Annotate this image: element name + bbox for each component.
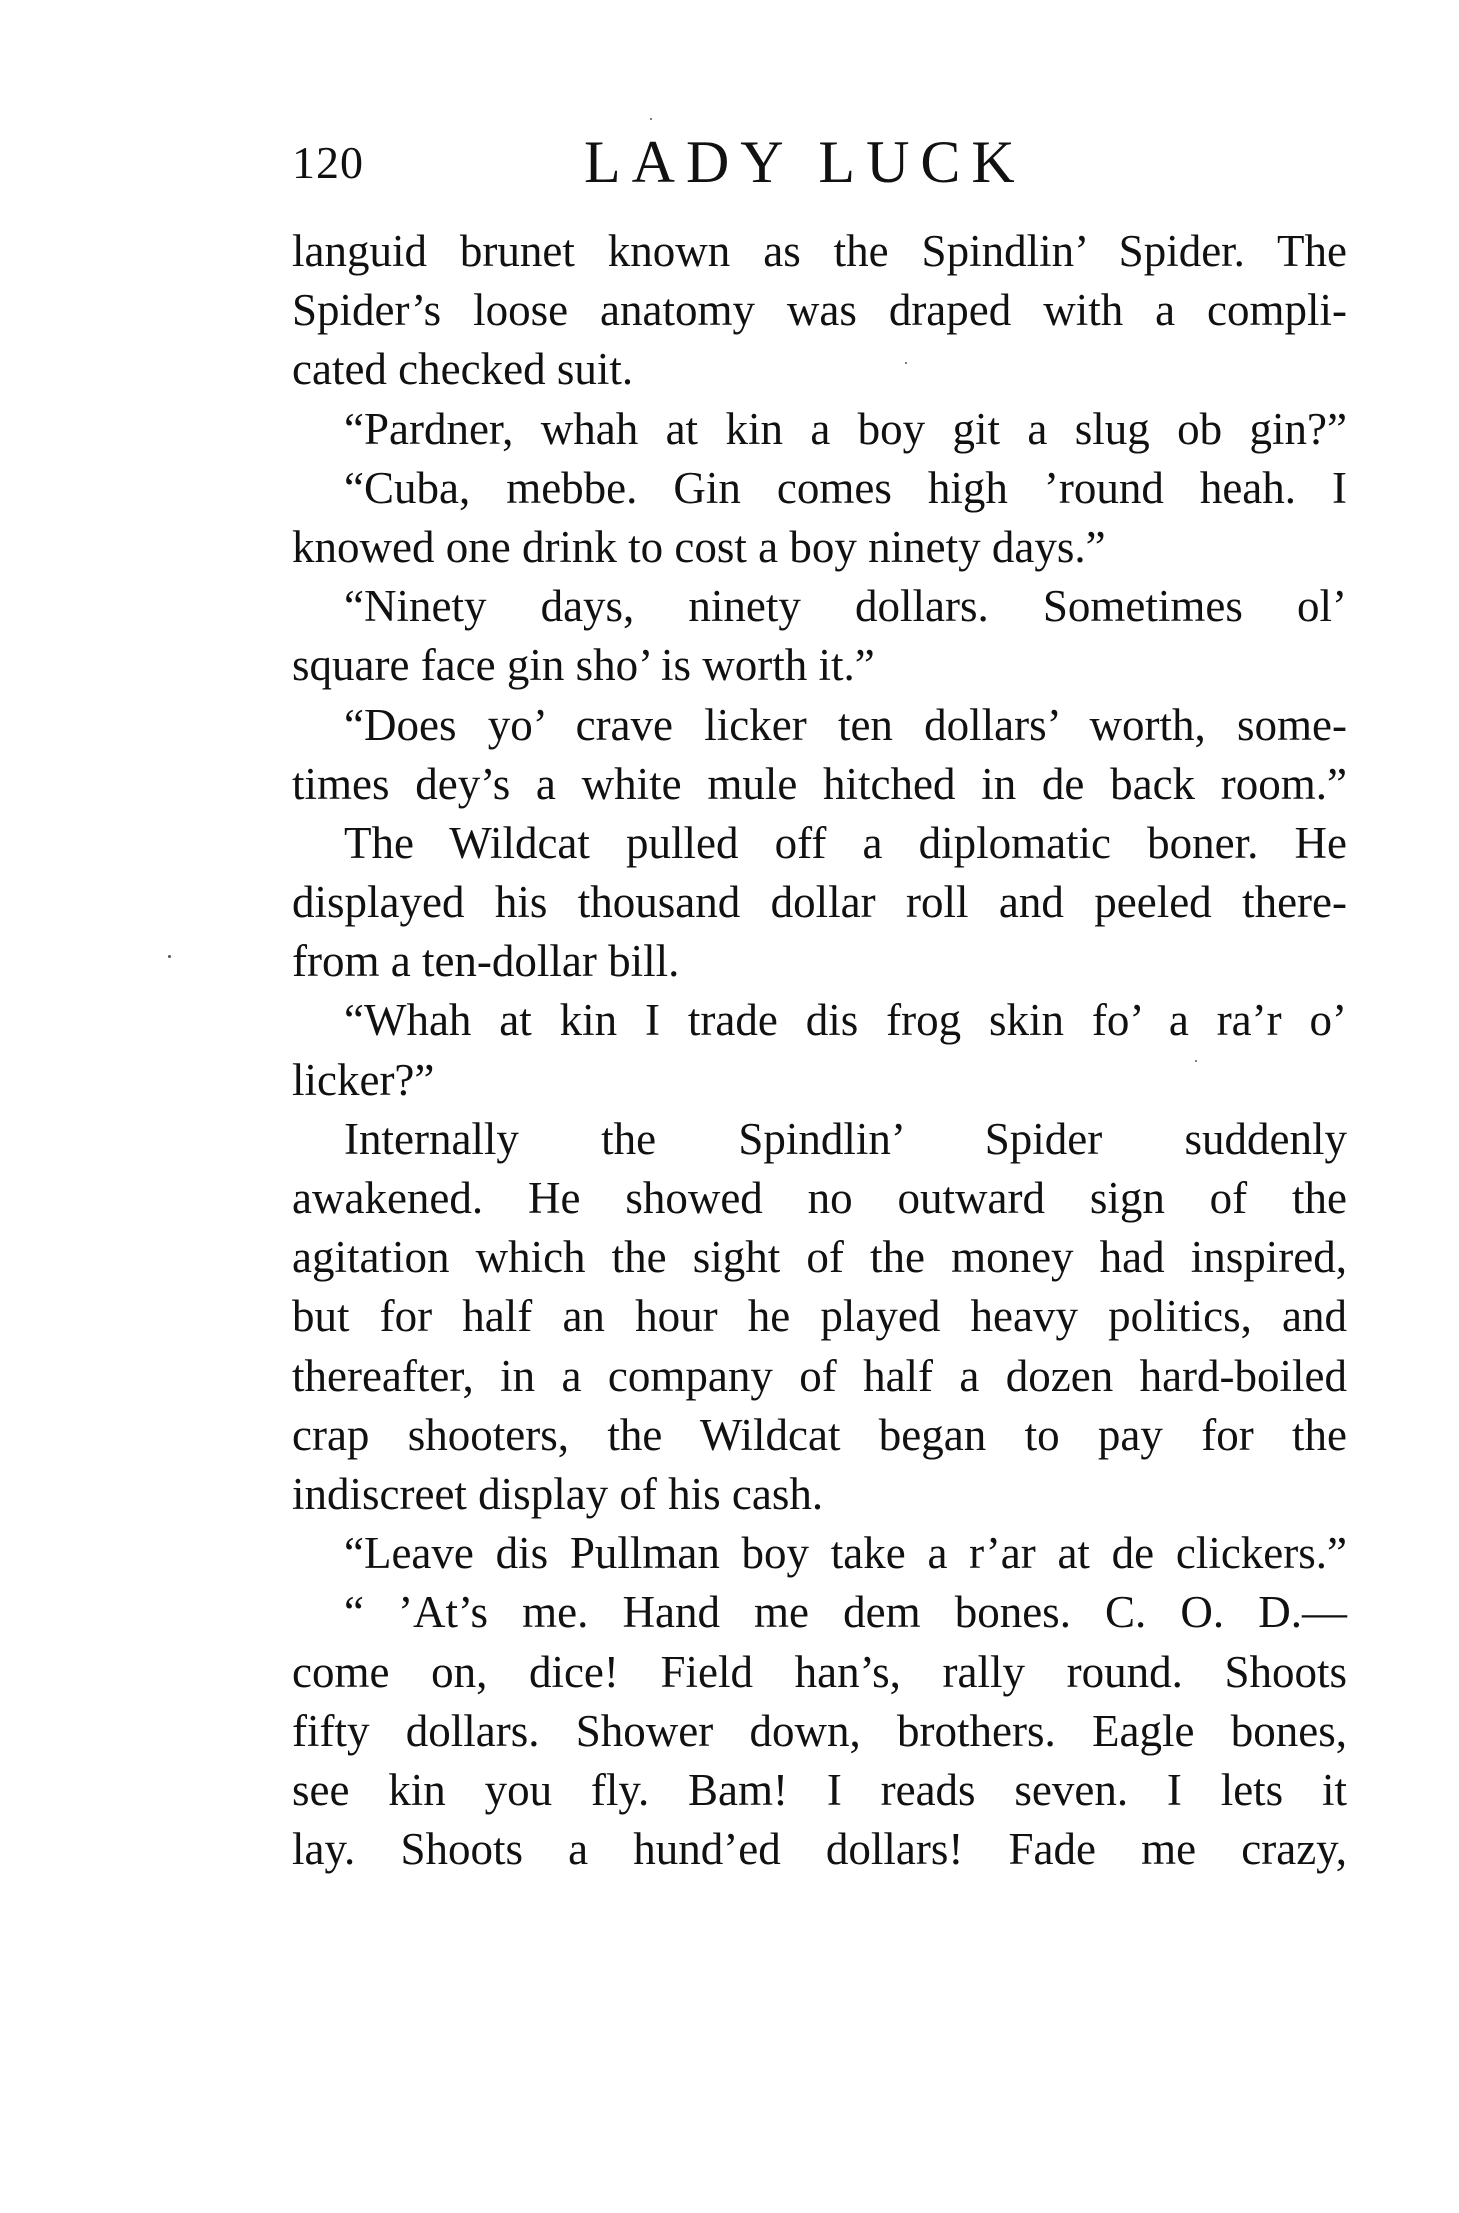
- text-line: fifty dollars. Shower down, brothers. Eagle bones,: [292, 1705, 1347, 1756]
- page-number: 120: [292, 137, 364, 188]
- text-line: “Leave dis Pullman boy take a r’ar at de clickers.”: [344, 1528, 1347, 1579]
- text-line: from a ten-dollar bill.: [292, 936, 680, 987]
- text-line: Internally the Spindlin’ Spider suddenly: [344, 1113, 1347, 1164]
- text-line: see kin you fly. Bam! I reads seven. I lets it: [292, 1764, 1347, 1815]
- text-line: but for half an hour he played heavy politics, and: [292, 1291, 1347, 1342]
- text-line: cated checked suit.: [292, 344, 634, 395]
- text-line: thereafter, in a company of half a dozen hard-boiled: [292, 1350, 1347, 1401]
- print-speck: [1195, 1060, 1197, 1062]
- running-title: LADY LUCK: [584, 129, 1026, 195]
- text-line: awakened. He showed no outward sign of the: [292, 1173, 1347, 1223]
- text-line: “Pardner, whah at kin a boy git a slug ob gin?”: [344, 403, 1347, 454]
- print-speck: [168, 955, 171, 958]
- page-header: [292, 128, 1352, 208]
- text-line: come on, dice! Field han’s, rally round. Shoots: [292, 1646, 1347, 1697]
- text-line: languid brunet known as the Spindlin’ Spider. The: [292, 226, 1347, 276]
- text-line: “Cuba, mebbe. Gin comes high ’round heah. I: [344, 462, 1347, 513]
- text-line: “Whah at kin I trade dis frog skin fo’ a ra’r o’: [344, 995, 1347, 1046]
- print-speck: [650, 118, 652, 120]
- text-line: “ ’At’s me. Hand me dem bones. C. O. D.—: [344, 1587, 1347, 1638]
- text-line: licker?”: [292, 1054, 435, 1105]
- text-line: agitation which the sight of the money had inspired,: [292, 1232, 1347, 1283]
- text-line: “Does yo’ crave licker ten dollars’ worth, some-: [344, 699, 1347, 750]
- text-line: times dey’s a white mule hitched in de back room.”: [292, 758, 1347, 809]
- text-line: indiscreet display of his cash.: [292, 1468, 824, 1519]
- text-line: The Wildcat pulled off a diplomatic boner. He: [344, 817, 1347, 868]
- text-line: displayed his thousand dollar roll and peeled there-: [292, 877, 1347, 928]
- text-line: “Ninety days, ninety dollars. Sometimes ol’: [344, 581, 1347, 632]
- print-speck: [905, 362, 907, 364]
- body-text: [292, 222, 1347, 1879]
- text-line: crap shooters, the Wildcat began to pay for the: [292, 1409, 1347, 1460]
- text-line: knowed one drink to cost a boy ninety days.”: [292, 521, 1106, 572]
- text-line: Spider’s loose anatomy was draped with a compli-: [292, 285, 1347, 336]
- text-line: lay. Shoots a hund’ed dollars! Fade me crazy,: [292, 1824, 1347, 1875]
- text-line: square face gin sho’ is worth it.”: [292, 640, 875, 691]
